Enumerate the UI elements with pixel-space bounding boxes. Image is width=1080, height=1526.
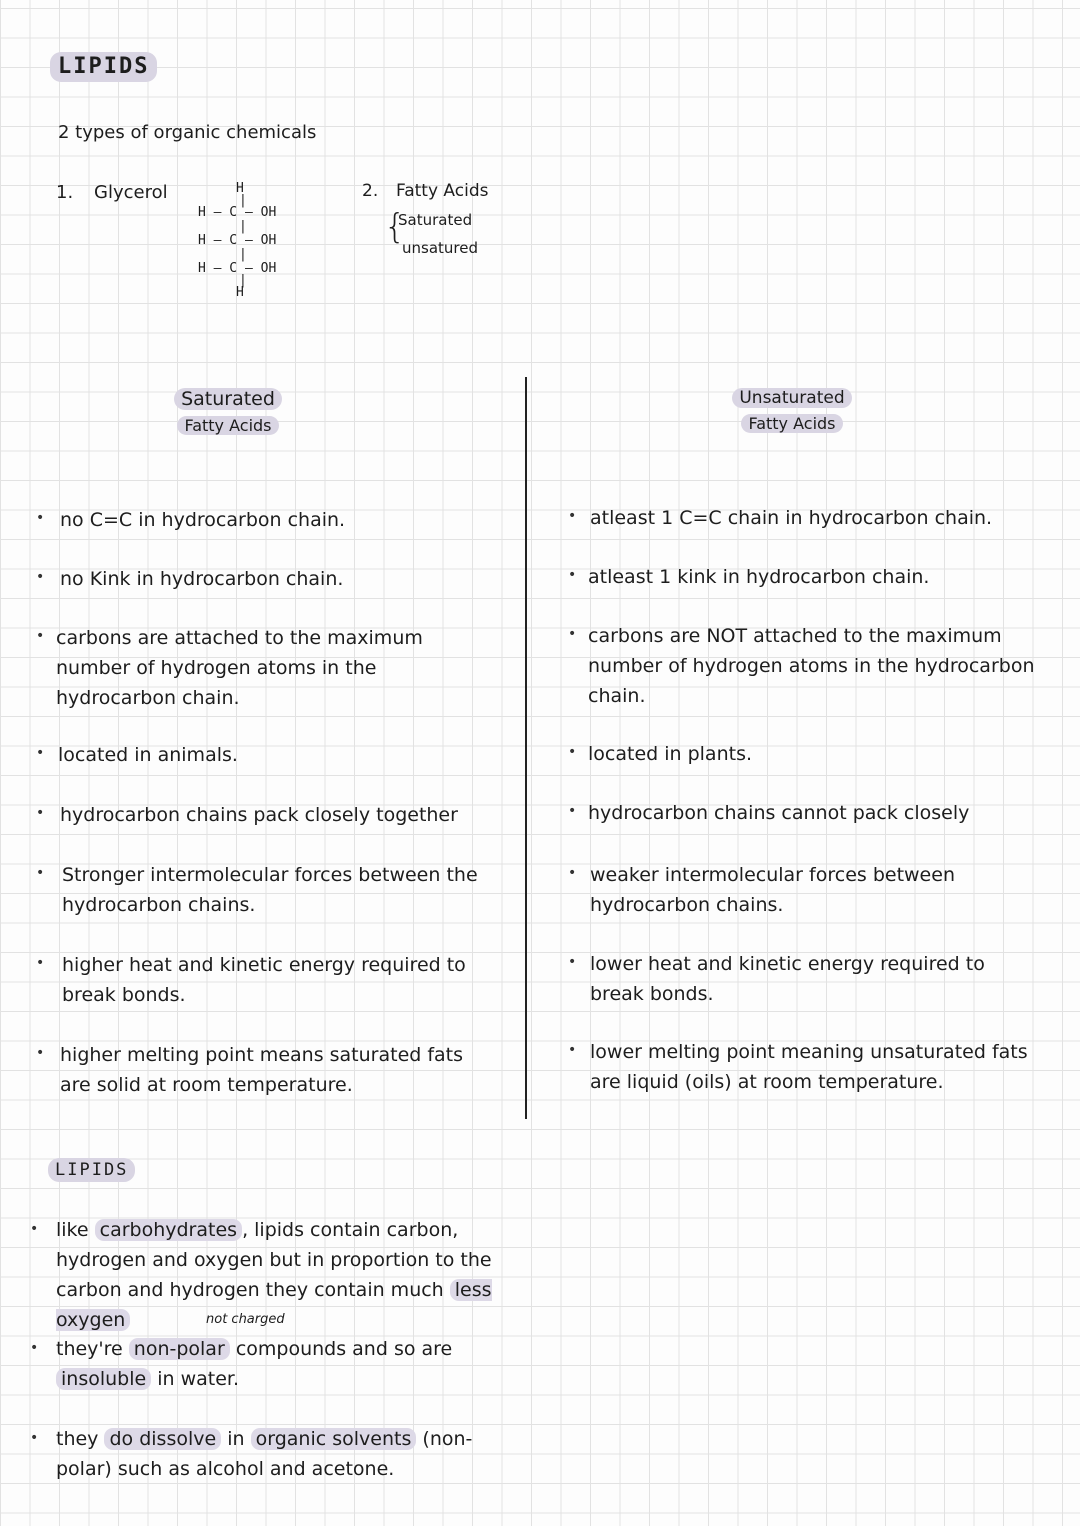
subtype-unsatured: unsatured: [402, 239, 478, 257]
lipids-paragraph-1: [56, 1215, 550, 1335]
text: compounds and so are: [235, 1338, 453, 1360]
lipids-paragraph-2: [56, 1334, 516, 1394]
bullet: •: [30, 1340, 39, 1356]
bullet: •: [568, 954, 577, 970]
unsaturated-point: lower melting point meaning unsaturated fats are liquid (oils) at room temperature.: [590, 1041, 1028, 1093]
unsaturated-point: located in plants.: [588, 743, 753, 765]
fatty-acids-label: Fatty Acids: [396, 181, 489, 201]
fatty-acids-number: 2.: [362, 181, 379, 201]
unsaturated-heading-line1: Unsaturated: [732, 388, 851, 408]
formula-line: H — C — OH: [198, 233, 277, 248]
bullet: •: [568, 626, 577, 642]
saturated-point: carbons are attached to the maximum number of hydrogen atoms in the hydrocarbon chain.: [56, 627, 423, 709]
saturated-heading: [118, 388, 338, 435]
unsaturated-point: atleast 1 C=C chain in hydrocarbon chain.: [590, 507, 993, 529]
highlight-do-dissolve: do dissolve: [104, 1428, 221, 1450]
saturated-heading-line1: Saturated: [174, 388, 282, 410]
bullet: •: [30, 1221, 39, 1237]
unsaturated-heading: [682, 388, 902, 433]
highlight-insoluble: insoluble: [56, 1368, 151, 1390]
highlight-less-oxygen: less oxygen: [56, 1279, 492, 1331]
saturated-heading-line2: Fatty Acids: [177, 416, 278, 435]
glycerol-label: Glycerol: [94, 182, 168, 203]
bullet: •: [568, 508, 577, 524]
formula-bond: |: [239, 247, 247, 262]
saturated-point: no C=C in hydrocarbon chain.: [60, 509, 346, 531]
text: they're: [56, 1338, 123, 1360]
formula-bond: |: [239, 193, 247, 208]
bullet: •: [568, 567, 577, 583]
bullet: •: [36, 628, 45, 644]
bullet: •: [36, 569, 45, 585]
formula-bond: |: [239, 219, 247, 234]
page-title: LIPIDS: [50, 52, 157, 82]
saturated-point: Stronger intermolecular forces between the hydrocarbon chains.: [62, 864, 478, 916]
subtype-saturated: Saturated: [398, 211, 473, 229]
text: (non-polar) such as alcohol and acetone.: [56, 1428, 473, 1480]
saturated-point: hydrocarbon chains pack closely together: [60, 804, 458, 826]
bullet: •: [36, 1045, 45, 1061]
formula-line: H: [236, 285, 244, 300]
unsaturated-point: hydrocarbon chains cannot pack closely: [588, 802, 970, 824]
bullet: •: [568, 744, 577, 760]
text: like: [56, 1219, 89, 1241]
text: , lipids contain carbon, hydrogen and oxygen but in proportion to the carbon and hydrogen they contain much: [56, 1219, 492, 1301]
highlight-carbohydrates: carbohydrates: [95, 1219, 242, 1241]
unsaturated-point: atleast 1 kink in hydrocarbon chain.: [588, 566, 930, 588]
glycerol-formula: [198, 182, 308, 300]
bullet: •: [36, 865, 45, 881]
saturated-point: higher heat and kinetic energy required to break bonds.: [62, 954, 466, 1006]
bullet: •: [568, 865, 577, 881]
saturated-point: higher melting point means saturated fats are solid at room temperature.: [60, 1044, 464, 1096]
bullet: •: [568, 803, 577, 819]
saturated-point: no Kink in hydrocarbon chain.: [60, 568, 344, 590]
brace: {: [384, 207, 406, 247]
text: in: [227, 1428, 245, 1450]
intro-subtitle: 2 types of organic chemicals: [58, 122, 317, 143]
unsaturated-heading-line2: Fatty Acids: [741, 414, 842, 433]
glycerol-number: 1.: [56, 182, 74, 203]
highlight-non-polar: non-polar: [129, 1338, 230, 1360]
bullet: •: [30, 1430, 39, 1446]
section-title: LIPIDS: [48, 1158, 135, 1182]
text: they: [56, 1428, 99, 1450]
saturated-point: located in animals.: [58, 744, 238, 766]
text: in water.: [157, 1368, 240, 1390]
bullet: •: [36, 805, 45, 821]
unsaturated-point: weaker intermolecular forces between hydrocarbon chains.: [590, 864, 955, 916]
column-divider: [525, 377, 527, 1119]
bullet: •: [568, 1042, 577, 1058]
formula-bond: |: [239, 273, 247, 288]
annotation-not-charged: not charged: [206, 1312, 285, 1327]
highlight-organic-solvents: organic solvents: [251, 1428, 417, 1450]
formula-line: H: [236, 181, 244, 196]
bullet: •: [36, 510, 45, 526]
formula-line: H — C — OH: [198, 205, 277, 220]
formula-line: H — C — OH: [198, 261, 277, 276]
bullet: •: [36, 955, 45, 971]
bullet: •: [36, 745, 45, 761]
unsaturated-point: carbons are NOT attached to the maximum number of hydrogen atoms in the hydrocarbon chain.: [588, 625, 1035, 707]
lipids-paragraph-3: [56, 1424, 506, 1484]
unsaturated-point: lower heat and kinetic energy required to break bonds.: [590, 953, 985, 1005]
